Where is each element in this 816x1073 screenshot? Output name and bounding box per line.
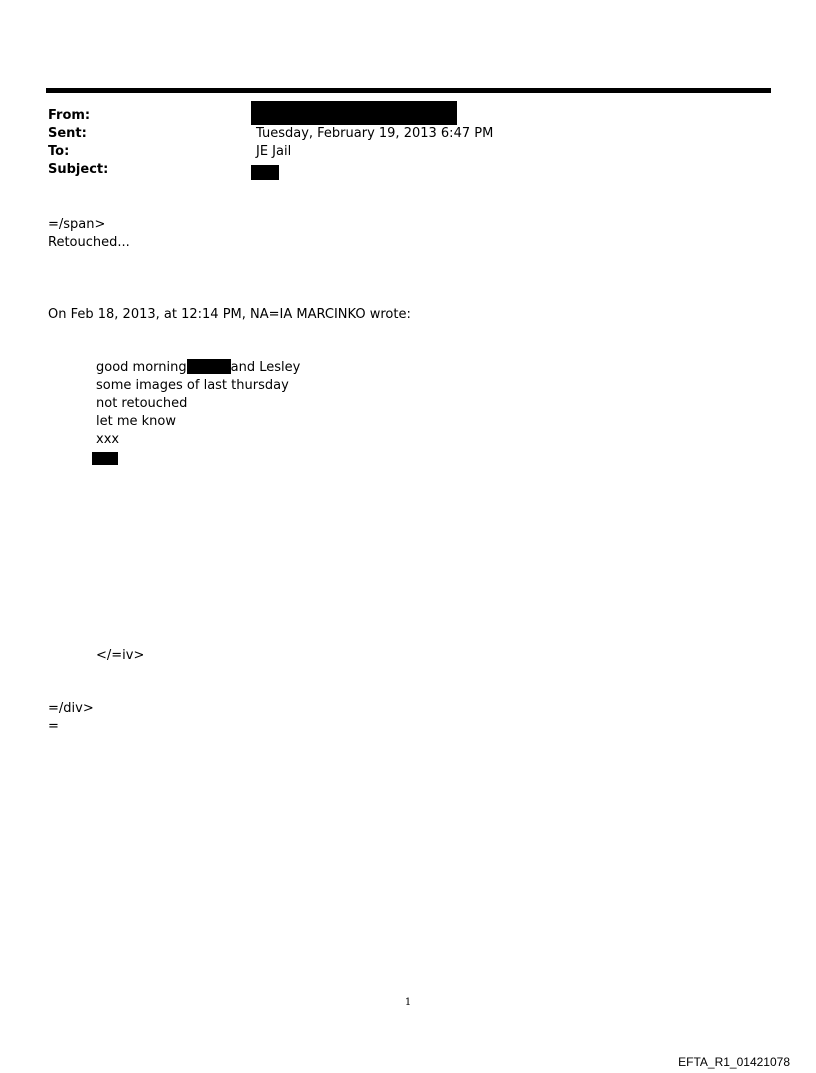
signature-redaction [92,452,118,465]
subject-label: Subject: [48,162,109,177]
greeting-start: good morning [96,360,187,375]
greeting-end: and Lesley [230,360,301,375]
sent-label: Sent: [48,126,87,141]
body-line-div-tag: =/div> [48,701,94,716]
body-line-equals: = [48,719,59,734]
subject-value-redaction [251,165,279,180]
document-id: EFTA_R1_01421078 [678,1055,790,1069]
quote-attribution: On Feb 18, 2013, at 12:14 PM, NA=IA MARCINKO wrote: [48,307,411,322]
name-redaction [187,359,231,374]
sent-value: Tuesday, February 19, 2013 6:47 PM [256,126,494,141]
header-rule [46,88,771,93]
quoted-line-xxx: xxx [96,432,120,447]
quoted-line-images: some images of last thursday [96,378,289,393]
to-value: JE Jail [256,144,292,159]
from-value-redaction [251,101,457,125]
quoted-greeting [96,359,300,377]
quoted-line-let-me-know: let me know [96,414,176,429]
body-line-span-tag: =/span> [48,217,106,232]
to-label: To: [48,144,70,159]
quoted-closing-tag: </=iv> [96,648,145,663]
quoted-line-not-retouched: not retouched [96,396,188,411]
page-number: 1 [404,997,412,1008]
body-line-retouched: Retouched... [48,235,130,250]
from-label: From: [48,108,91,123]
